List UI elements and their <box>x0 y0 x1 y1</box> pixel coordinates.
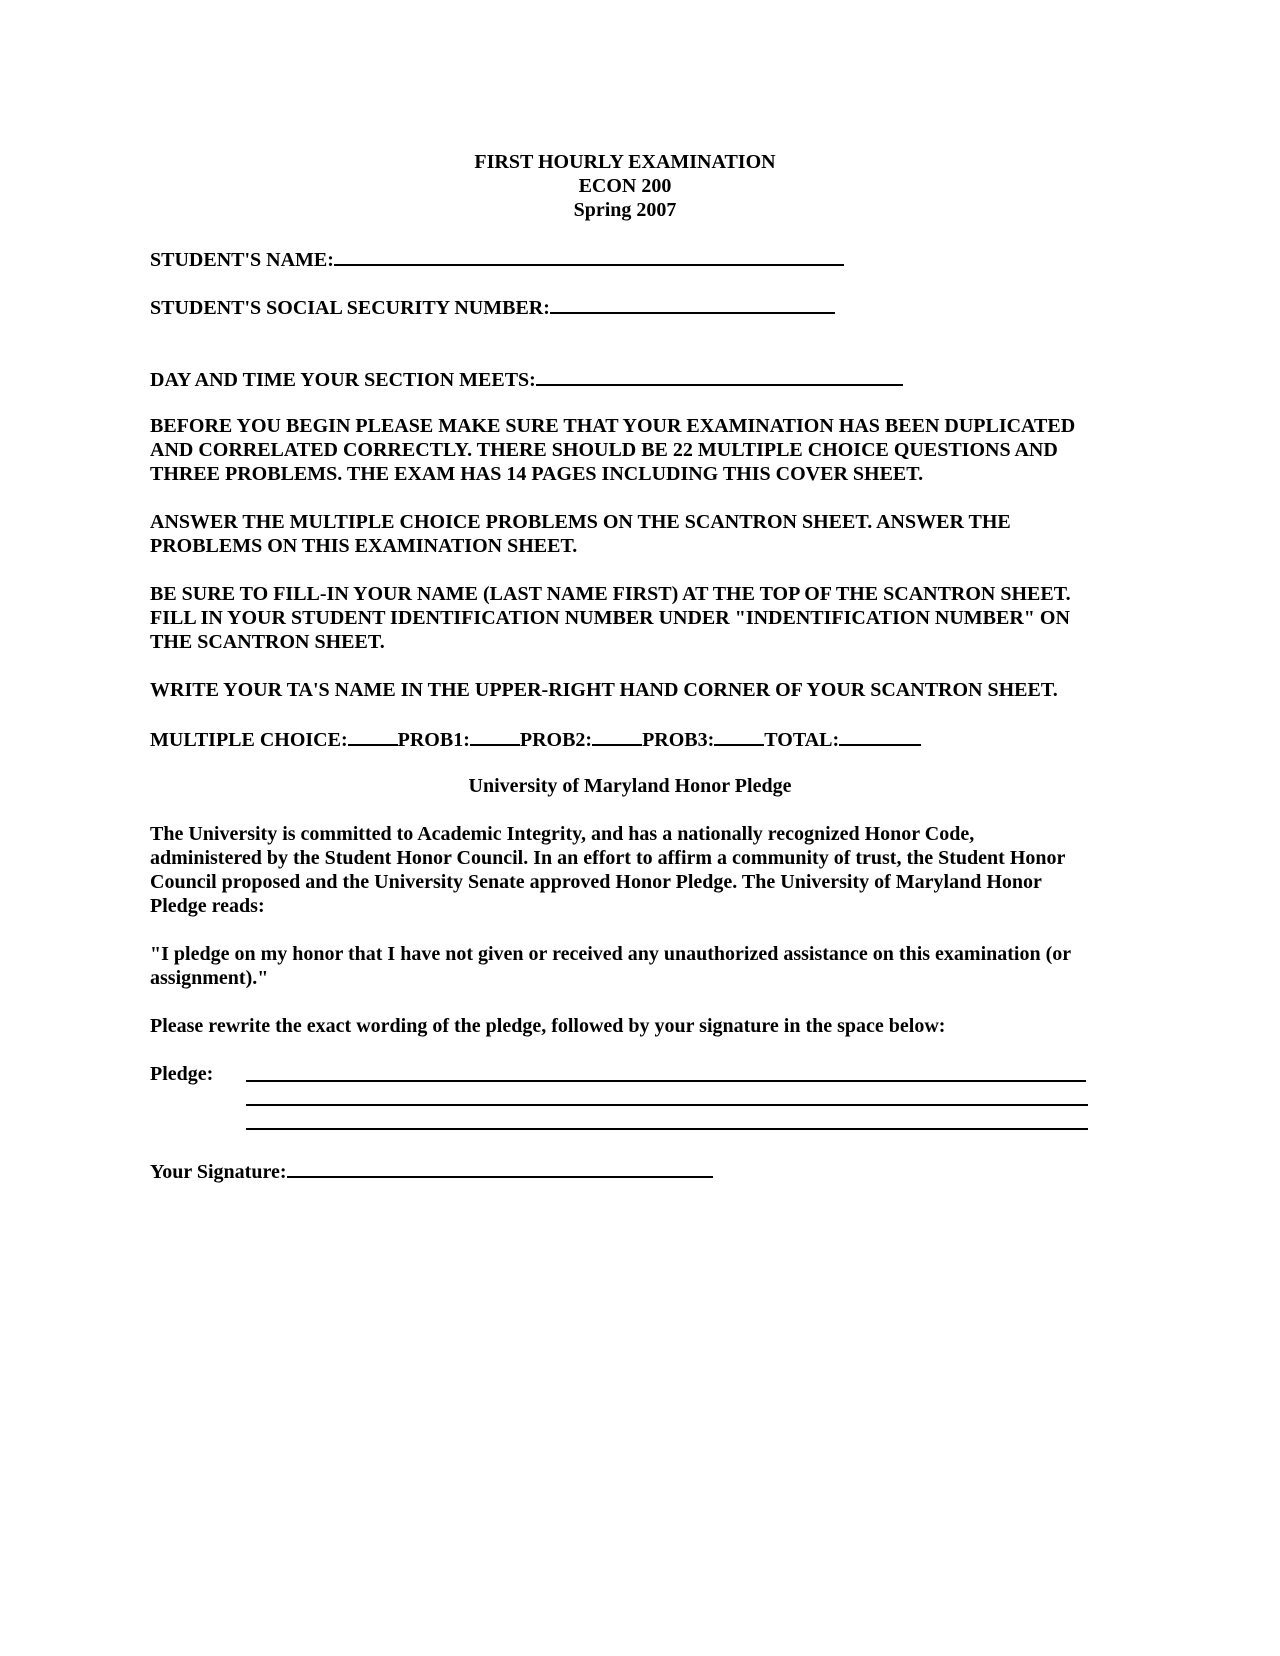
honor-pledge-title: University of Maryland Honor Pledge <box>468 775 792 797</box>
instructions-line: FILL IN YOUR STUDENT IDENTIFICATION NUMBER UNDER "INDENTIFICATION NUMBER" ON <box>150 607 1070 629</box>
term: Spring 2007 <box>573 199 677 221</box>
prob1-score-label: PROB1: <box>397 729 470 751</box>
instructions-line: THREE PROBLEMS. THE EXAM HAS 14 PAGES INCLUDING THIS COVER SHEET. <box>150 463 924 485</box>
honor-line: Council proposed and the University Senate approved Honor Pledge. The University of Maryland Honor <box>150 871 1042 893</box>
instructions-line: BE SURE TO FILL-IN YOUR NAME (LAST NAME FIRST) AT THE TOP OF THE SCANTRON SHEET. <box>150 583 1071 605</box>
honor-quote-line: "I pledge on my honor that I have not given or received any unauthorized assistance on this examination (or <box>150 943 1072 965</box>
signature-row <box>150 1158 1130 1184</box>
student-name-blank[interactable] <box>334 246 844 266</box>
pledge-line-2[interactable] <box>246 1104 1088 1106</box>
ssn-row <box>150 294 1130 320</box>
prob3-score-blank[interactable] <box>714 726 764 746</box>
honor-quote <box>150 942 1140 990</box>
instructions-paragraph-4: WRITE YOUR TA'S NAME IN THE UPPER-RIGHT HAND CORNER OF YOUR SCANTRON SHEET. <box>150 679 1058 701</box>
pledge-line-1[interactable] <box>246 1080 1086 1082</box>
ssn-label: STUDENT'S SOCIAL SECURITY NUMBER: <box>150 297 550 319</box>
student-name-label: STUDENT'S NAME: <box>150 249 334 271</box>
prob3-score-label: PROB3: <box>642 729 715 751</box>
total-score-label: TOTAL: <box>764 729 840 751</box>
course-code: ECON 200 <box>578 175 672 197</box>
instructions-line: AND CORRELATED CORRECTLY. THERE SHOULD BE 22 MULTIPLE CHOICE QUESTIONS AND <box>150 439 1058 461</box>
section-blank[interactable] <box>536 366 903 386</box>
honor-line: Pledge reads: <box>150 895 265 917</box>
exam-title: FIRST HOURLY EXAMINATION <box>474 151 776 173</box>
instructions-line: ANSWER THE MULTIPLE CHOICE PROBLEMS ON THE SCANTRON SHEET. ANSWER THE <box>150 511 1011 533</box>
instructions-line: THE SCANTRON SHEET. <box>150 631 385 653</box>
signature-blank[interactable] <box>287 1158 713 1178</box>
student-name-row <box>150 246 1130 272</box>
pledge-line-3[interactable] <box>246 1128 1088 1130</box>
mc-score-blank[interactable] <box>348 726 398 746</box>
signature-label: Your Signature: <box>150 1161 287 1183</box>
total-score-blank[interactable] <box>839 726 921 746</box>
instructions-paragraph-1 <box>150 414 1140 486</box>
honor-paragraph <box>150 822 1140 918</box>
honor-line: The University is committed to Academic Integrity, and has a nationally recognized Honor Code, <box>150 823 975 845</box>
honor-line: administered by the Student Honor Council. In an effort to affirm a community of trust, the Student Honor <box>150 847 1066 869</box>
ssn-blank[interactable] <box>550 294 835 314</box>
pledge-label: Pledge: <box>150 1063 214 1085</box>
instructions-line: BEFORE YOU BEGIN PLEASE MAKE SURE THAT YOUR EXAMINATION HAS BEEN DUPLICATED <box>150 415 1076 437</box>
honor-quote-line: assignment)." <box>150 967 269 989</box>
instructions-paragraph-3 <box>150 582 1140 654</box>
prob2-score-label: PROB2: <box>519 729 593 751</box>
pledge-instruction: Please rewrite the exact wording of the pledge, followed by your signature in the space below: <box>150 1015 946 1037</box>
prob2-score-blank[interactable] <box>592 726 642 746</box>
section-row <box>150 366 1130 392</box>
section-label: DAY AND TIME YOUR SECTION MEETS: <box>150 369 536 391</box>
instructions-line: PROBLEMS ON THIS EXAMINATION SHEET. <box>150 535 578 557</box>
instructions-paragraph-2 <box>150 510 1140 558</box>
score-row <box>150 726 1130 752</box>
mc-score-label: MULTIPLE CHOICE: <box>150 729 348 751</box>
prob1-score-blank[interactable] <box>470 726 520 746</box>
